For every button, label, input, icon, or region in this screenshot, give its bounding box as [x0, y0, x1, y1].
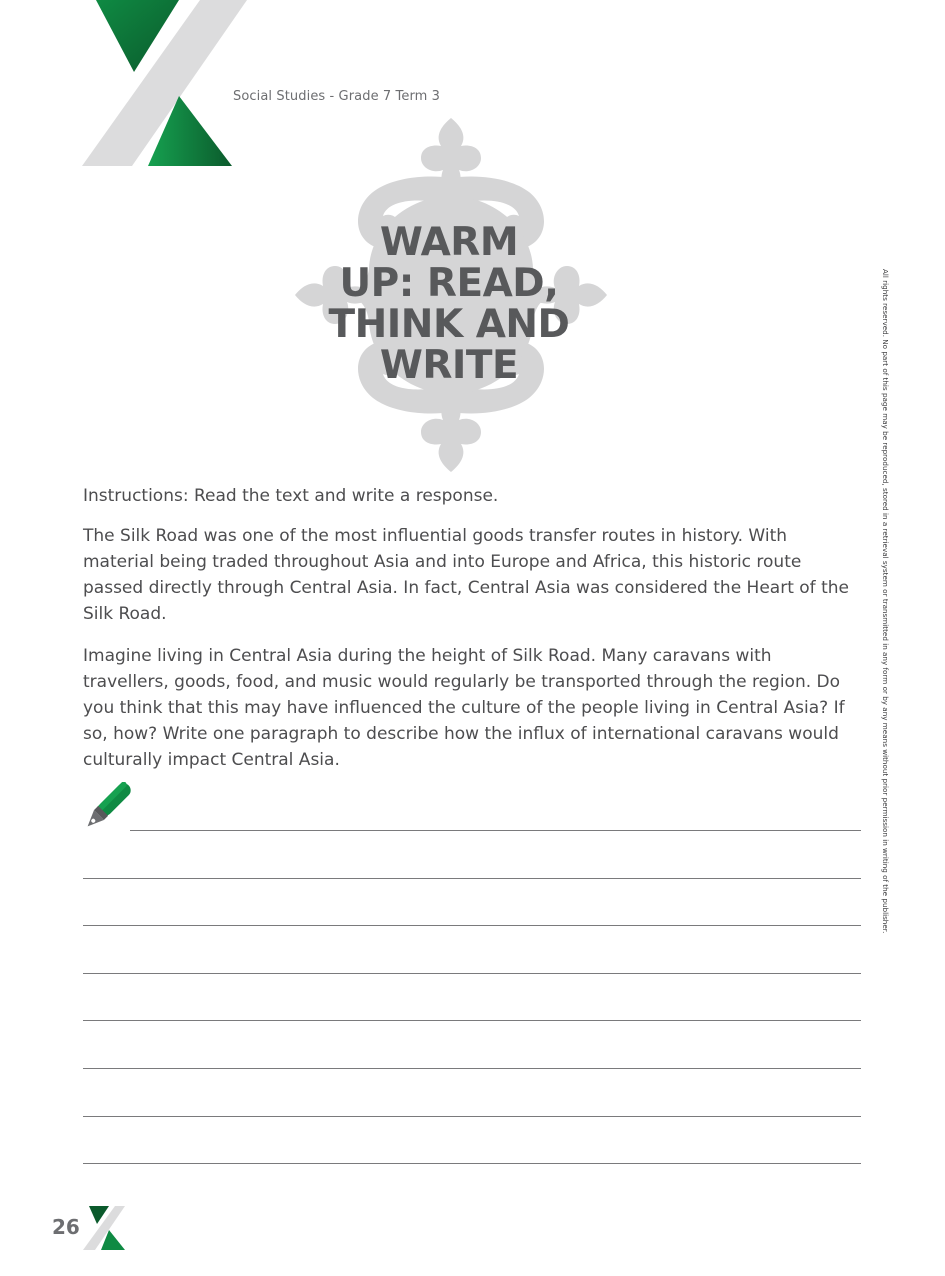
writing-line[interactable] [83, 1068, 861, 1069]
writing-line[interactable] [83, 973, 861, 974]
title-line: UP: READ, [339, 261, 559, 306]
title-line: WARM [379, 220, 519, 265]
header-subject: Social Studies - Grade 7 Term 3 [233, 89, 441, 104]
writing-line[interactable] [83, 1116, 861, 1117]
writing-line[interactable] [83, 1163, 861, 1164]
brand-logo-icon [82, 0, 247, 168]
instructions-text: Instructions: Read the text and write a response. [83, 486, 499, 506]
writing-line[interactable] [83, 1020, 861, 1021]
page-title [300, 222, 598, 386]
title-line: WRITE [379, 343, 519, 388]
writing-line[interactable] [130, 830, 861, 831]
brand-logo-small-icon [83, 1206, 125, 1250]
page-number: 26 [52, 1215, 80, 1239]
writing-line[interactable] [83, 925, 861, 926]
writing-line[interactable] [83, 878, 861, 879]
pen-icon [80, 782, 132, 834]
paragraph-silk-road: The Silk Road was one of the most influential goods transfer routes in history. With material being traded throughout Asia and into Europe and Africa, this historic route passed directly through Central Asia. In fact, Central Asia was considered the Heart of the Silk Road. [83, 526, 849, 624]
writing-lines[interactable] [83, 830, 861, 1211]
body-content [83, 483, 858, 789]
paragraph-prompt: Imagine living in Central Asia during the height of Silk Road. Many caravans with travellers, goods, food, and music would regularly be transported through the region. Do you think that this may have influenced the culture of the people living in Central Asia? If so, how? Write one paragraph to describe how the influx of international caravans would culturally impact Central Asia. [83, 646, 845, 770]
title-line: THINK AND [328, 302, 570, 347]
copyright-notice: All rights reserved. No part of this page may be reproduced, stored in a retrieval system or transmitted in any form or by any means without prior permission in writing of the publisher. [881, 269, 890, 934]
